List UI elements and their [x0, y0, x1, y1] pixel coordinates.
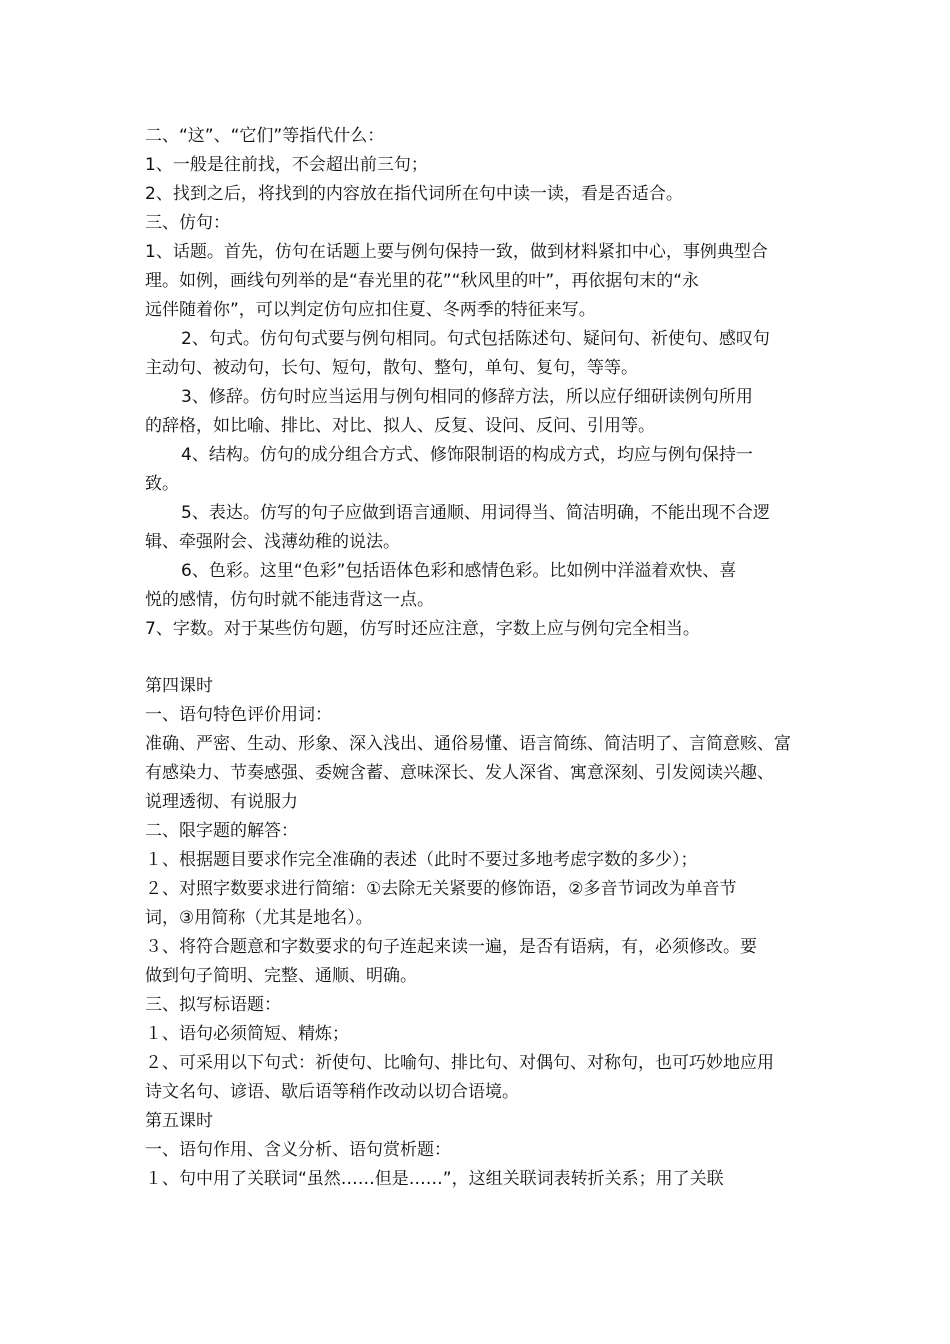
text-line: 二、“这”、“它们”等指代什么：: [145, 126, 385, 146]
text-line: １、句中用了关联词“虽然……但是……”，这组关联词表转折关系；用了关联: [145, 1169, 724, 1189]
text-line: 致。: [145, 474, 179, 494]
text-line: 做到句子简明、完整、通顺、明确。: [145, 966, 417, 986]
text-line: １、根据题目要求作完全准确的表述（此时不要过多地考虑字数的多少）；: [145, 850, 698, 870]
text-line: 主动句、被动句，长句、短句，散句、整句，单句、复句，等等。: [145, 358, 638, 378]
text-line: １、语句必须简短、精炼；: [145, 1024, 349, 1044]
text-line: 1、一般是往前找，不会超出前三句；: [145, 155, 428, 175]
blank-line: [145, 644, 810, 672]
text-line: ２、对照字数要求进行简缩：①去除无关紧要的修饰语，②多音节词改为单音节: [145, 879, 737, 899]
text-line: 的辞格，如比喻、排比、对比、拟人、反复、设问、反问、引用等。: [145, 416, 655, 436]
text-line: 第四课时: [145, 676, 213, 696]
text-line: 4、结构。仿句的成分组合方式、修饰限制语的构成方式，均应与例句保持一: [181, 445, 753, 465]
text-line: 三、拟写标语题：: [145, 995, 281, 1015]
text-line: ２、可采用以下句式：祈使句、比喻句、排比句、对偶句、对称句，也可巧妙地应用: [145, 1053, 774, 1073]
document-body: [145, 122, 810, 1194]
text-line: 第五课时: [145, 1111, 213, 1131]
text-line: 诗文名句、谚语、歇后语等稍作改动以切合语境。: [145, 1082, 519, 1102]
text-line: 一、语句作用、含义分析、语句赏析题：: [145, 1140, 451, 1160]
text-line: 一、语句特色评价用词：: [145, 705, 332, 725]
text-line: 辑、牵强附会、浅薄幼稚的说法。: [145, 532, 400, 552]
text-line: 2、句式。仿句句式要与例句相同。句式包括陈述句、疑问句、祈使句、感叹句: [181, 329, 770, 349]
text-line: 三、仿句：: [145, 213, 230, 233]
text-line: 悦的感情，仿句时就不能违背这一点。: [145, 590, 434, 610]
text-line: 准确、严密、生动、形象、深入浅出、通俗易懂、语言简练、简洁明了、言简意赅、富: [145, 734, 791, 754]
text-line: ３、将符合题意和字数要求的句子连起来读一遍，是否有语病，有，必须修改。要: [145, 937, 757, 957]
text-line: 词，③用简称（尤其是地名）。: [145, 908, 373, 928]
text-line: 2、找到之后，将找到的内容放在指代词所在句中读一读，看是否适合。: [145, 184, 683, 204]
text-line: 1、话题。首先，仿句在话题上要与例句保持一致，做到材料紧扣中心，事例典型合: [145, 242, 768, 262]
text-line: 3、修辞。仿句时应当运用与例句相同的修辞方法，所以应仔细研读例句所用: [181, 387, 753, 407]
text-line: 6、色彩。这里“色彩”包括语体色彩和感情色彩。比如例中洋溢着欢快、喜: [181, 561, 737, 581]
text-line: 5、表达。仿写的句子应做到语言通顺、用词得当、简洁明确，不能出现不合逻: [181, 503, 770, 523]
text-line: 7、字数。对于某些仿句题，仿写时还应注意，字数上应与例句完全相当。: [145, 619, 700, 639]
text-line: 有感染力、节奏感强、委婉含蓄、意味深长、发人深省、寓意深刻、引发阅读兴趣、: [145, 763, 774, 783]
text-line: 理。如例，画线句列举的是“春光里的花”“秋风里的叶”，再依据句末的“永: [145, 271, 700, 291]
text-line: 说理透彻、有说服力: [145, 792, 298, 812]
text-line: 远伴随着你”，可以判定仿句应扣住夏、冬两季的特征来写。: [145, 300, 596, 320]
text-line: 二、限字题的解答：: [145, 821, 298, 841]
